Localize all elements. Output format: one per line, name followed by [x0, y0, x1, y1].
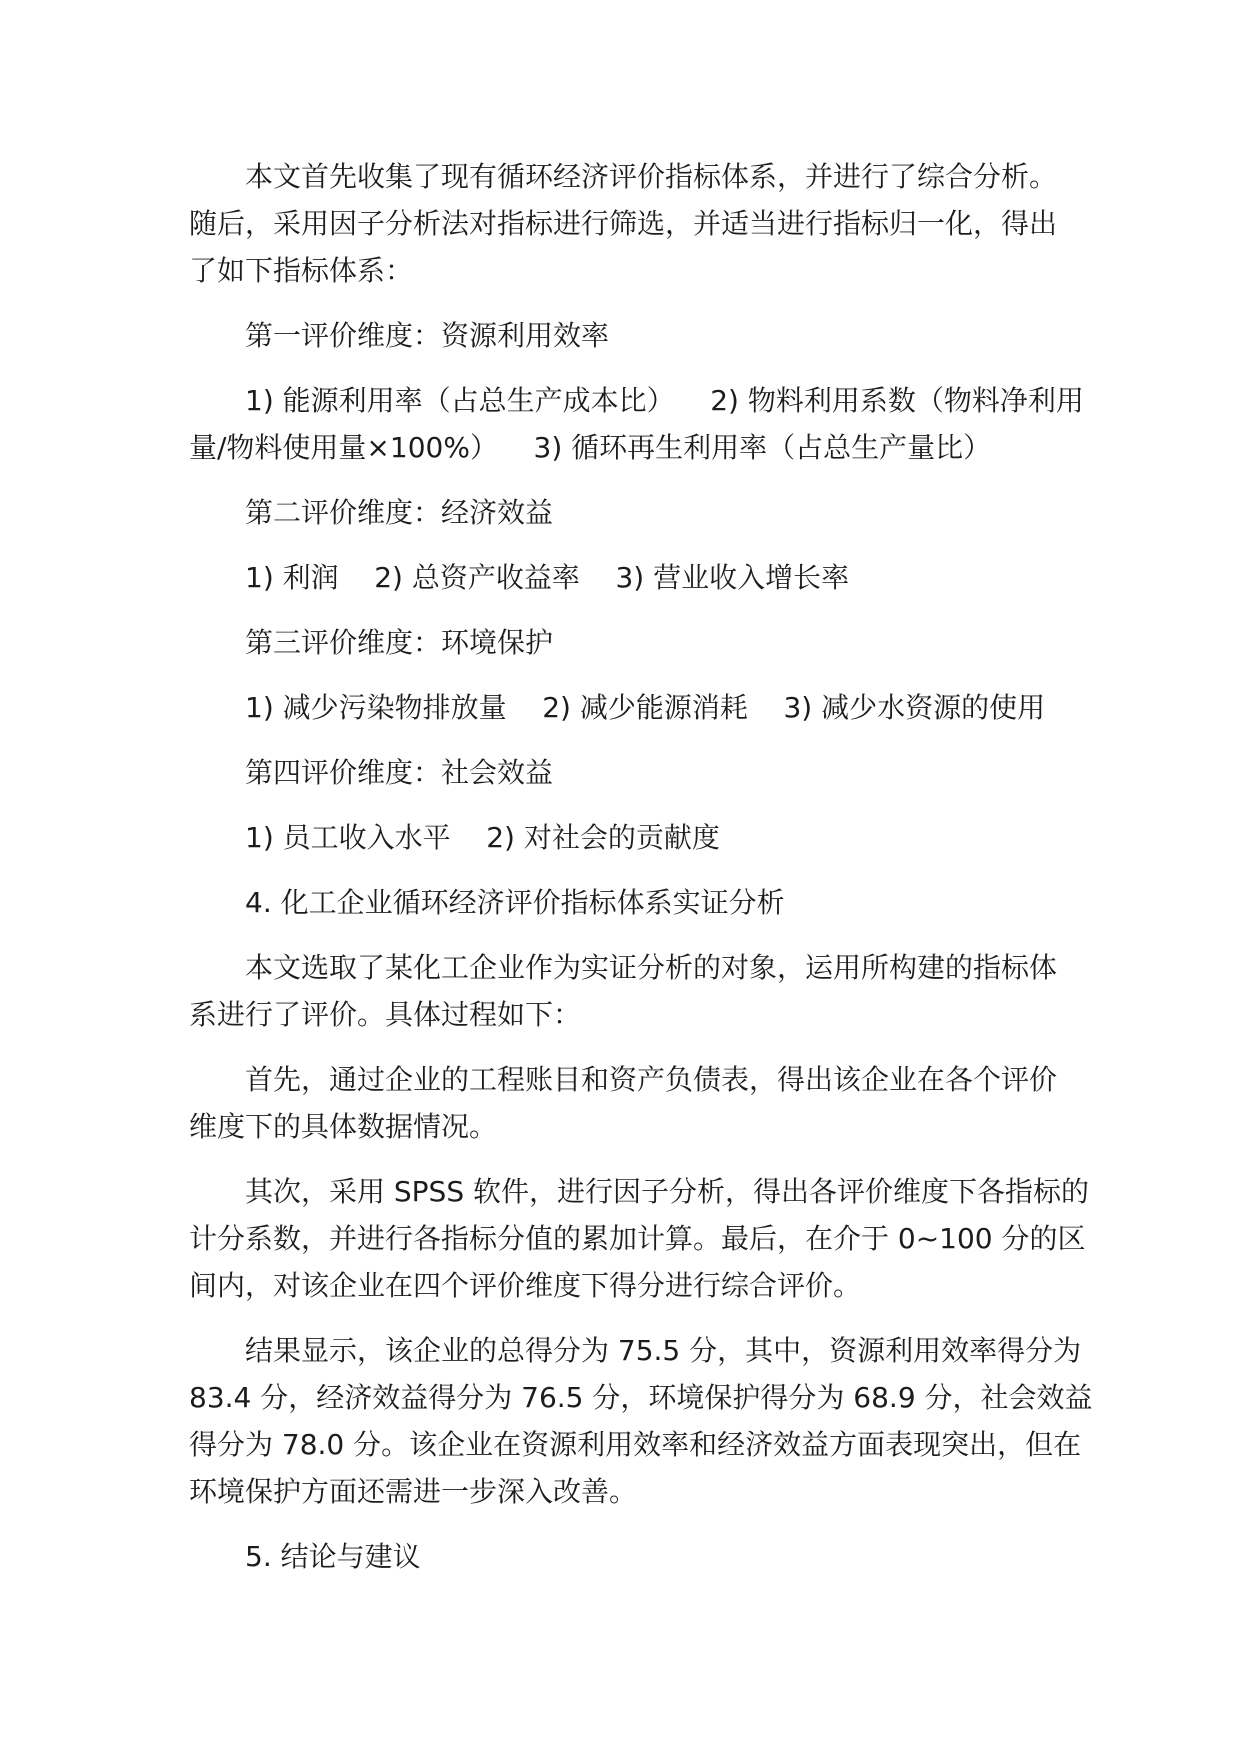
paragraph-line: 1) 员工收入水平 2) 对社会的贡献度 [245, 821, 720, 854]
paragraph-line: 随后，采用因子分析法对指标进行筛选，并适当进行指标归一化，得出 [189, 207, 1058, 240]
paragraph-line: 系进行了评价。具体过程如下： [189, 998, 582, 1031]
paragraph-line: 环境保护方面还需进一步深入改善。 [189, 1475, 638, 1508]
paragraph-line: 83.4 分，经济效益得分为 76.5 分，环境保护得分为 68.9 分，社会效益 [189, 1381, 1093, 1414]
paragraph-line: 结果显示，该企业的总得分为 75.5 分，其中，资源利用效率得分为 [245, 1334, 1082, 1367]
paragraph-line: 计分系数，并进行各指标分值的累加计算。最后，在介于 0~100 分的区 [189, 1222, 1086, 1255]
paragraph-line: 5. 结论与建议 [245, 1540, 421, 1573]
paragraph-line: 得分为 78.0 分。该企业在资源利用效率和经济效益方面表现突出，但在 [189, 1428, 1082, 1461]
dimension-1-heading [189, 312, 1121, 359]
paragraph-line: 量/物料使用量×100%） 3) 循环再生利用率（占总生产量比） [189, 431, 992, 464]
paragraph-line: 了如下指标体系： [189, 254, 414, 287]
paragraph-line: 本文选取了某化工企业作为实证分析的对象，运用所构建的指标体 [245, 951, 1058, 984]
section-4-intro-paragraph [189, 944, 1121, 1038]
paragraph-line: 第四评价维度：社会效益 [245, 756, 554, 789]
paragraph-line: 第一评价维度：资源利用效率 [245, 319, 610, 352]
dimension-4-indicators [189, 814, 1121, 861]
paragraph-line: 1) 利润 2) 总资产收益率 3) 营业收入增长率 [245, 561, 850, 594]
section-5-heading [189, 1533, 1121, 1580]
dimension-4-heading [189, 749, 1121, 796]
dimension-2-heading [189, 489, 1121, 536]
dimension-1-indicators [189, 377, 1121, 471]
dimension-2-indicators [189, 554, 1121, 601]
paragraph-line: 首先，通过企业的工程账目和资产负债表，得出该企业在各个评价 [245, 1063, 1058, 1096]
section-4-heading [189, 879, 1121, 926]
paragraph-line: 第三评价维度：环境保护 [245, 626, 554, 659]
paragraph-line: 1) 能源利用率（占总生产成本比） 2) 物料利用系数（物料净利用 [245, 384, 1084, 417]
paragraph-line: 4. 化工企业循环经济评价指标体系实证分析 [245, 886, 785, 919]
dimension-3-heading [189, 619, 1121, 666]
paragraph-line: 其次，采用 SPSS 软件，进行因子分析，得出各评价维度下各指标的 [245, 1175, 1090, 1208]
dimension-3-indicators [189, 684, 1121, 731]
paragraph-line: 间内，对该企业在四个评价维度下得分进行综合评价。 [189, 1269, 862, 1302]
paragraph-line: 维度下的具体数据情况。 [189, 1110, 498, 1143]
intro-paragraph [189, 153, 1121, 294]
paragraph-line: 1) 减少污染物排放量 2) 减少能源消耗 3) 减少水资源的使用 [245, 691, 1046, 724]
step-1-paragraph [189, 1056, 1121, 1150]
paragraph-line: 本文首先收集了现有循环经济评价指标体系，并进行了综合分析。 [245, 160, 1058, 193]
step-2-paragraph [189, 1168, 1121, 1309]
results-paragraph [189, 1327, 1121, 1515]
paragraph-line: 第二评价维度：经济效益 [245, 496, 554, 529]
